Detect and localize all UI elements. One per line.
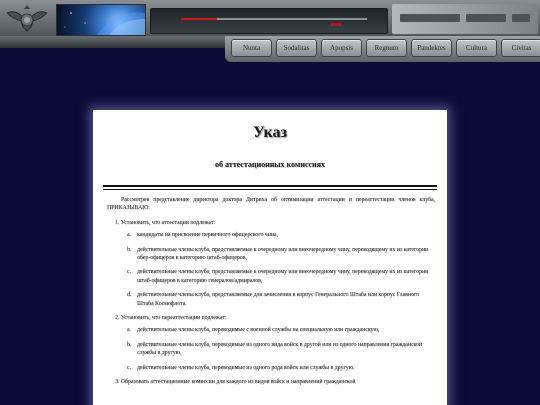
header-display-panel [150,8,388,34]
subitem-letter: a. [127,232,132,239]
list-item-heading: 1. Установить, что аттестации подлежат: [115,219,216,226]
subitem-letter: c. [127,364,132,371]
list-item-heading: 3. Образовать аттестационные комиссии для каждого из видов войск и направлений гражданской [115,379,356,386]
document-body [107,196,435,391]
subitem-text: действительные члены клуба, представляемые для зачисления в корпус Генерального Штаба или корпус Главного Штаба Космофлота. [137,292,420,307]
subitem-text: кандидаты на присвоение первичного офицерского чина, [137,232,278,239]
list-subitem [127,291,435,308]
eagle-emblem-icon[interactable] [4,2,50,38]
list-subitem [127,231,435,239]
list-subitem [127,246,435,263]
subitem-letter: a. [127,327,132,334]
panel-slot [512,14,530,22]
subitem-text: действительные члены клуба, представляемые к очередному или внеочередному чину, переводящему их из категории обер-офицеров в категорию штаб-офицеров, [137,246,429,262]
nav-button-cultura[interactable]: Cultura [456,39,497,57]
subitem-text: действительные члены клуба, переводимые из одного рода войск или службы в другую. [137,364,355,371]
list-subitem [127,268,435,285]
list-subitem [127,341,435,358]
title-rule-thick [103,185,437,187]
panel-slot [466,14,506,22]
nav-button-apopsis[interactable]: Apopsis [321,39,362,57]
subitem-text: действительные члены клуба, представляемые к очередному или внеочередному чину, переводящему их из категории штаб-офицеров в категорию генералов/адмиралов, [137,269,429,284]
nav-button-sodalitas[interactable]: Sodalitas [276,39,317,57]
subitem-letter: d. [127,292,132,299]
subitem-letter: c. [127,269,132,276]
title-rule-thin [103,189,437,190]
earth-globe-icon [56,4,146,36]
red-indicator-dot [331,23,341,26]
document-title: Указ [253,124,287,141]
grey-indicator-line [217,18,367,20]
nav-button-nunta[interactable]: Nunta [231,39,272,57]
list-subitem [127,326,435,334]
list-subitem [127,364,435,372]
document-paper [93,110,447,405]
main-nav [231,39,540,57]
panel-slot [400,14,460,22]
subitem-text: действительные члены клуба, переводимые с военной службы на специальную или гражданскую, [137,327,380,334]
nav-button-regnum[interactable]: Regnum [366,39,407,57]
list-item-heading: 2. Установить, что переаттестации подлежат: [115,315,227,322]
red-indicator-line [181,18,217,20]
document-subtitle: об аттестационных комиссиях [214,160,325,169]
document-intro: Рассмотрев представление директора доктора Дитриха об оптимизации аттестации и переаттестации членов клуба, ПРИКАЗЫВАЮ: [107,197,435,212]
subitem-letter: b. [127,246,132,253]
subitem-text: действительные члены клуба, переводимые из одного вида войск в другой или из одного направления гражданской службы в другую, [137,341,423,357]
nav-button-civitas[interactable]: Civitas [501,39,540,57]
subitem-letter: b. [127,341,132,348]
nav-button-pandektes[interactable]: Pandektes [411,39,452,57]
header-right-panel [392,4,538,34]
